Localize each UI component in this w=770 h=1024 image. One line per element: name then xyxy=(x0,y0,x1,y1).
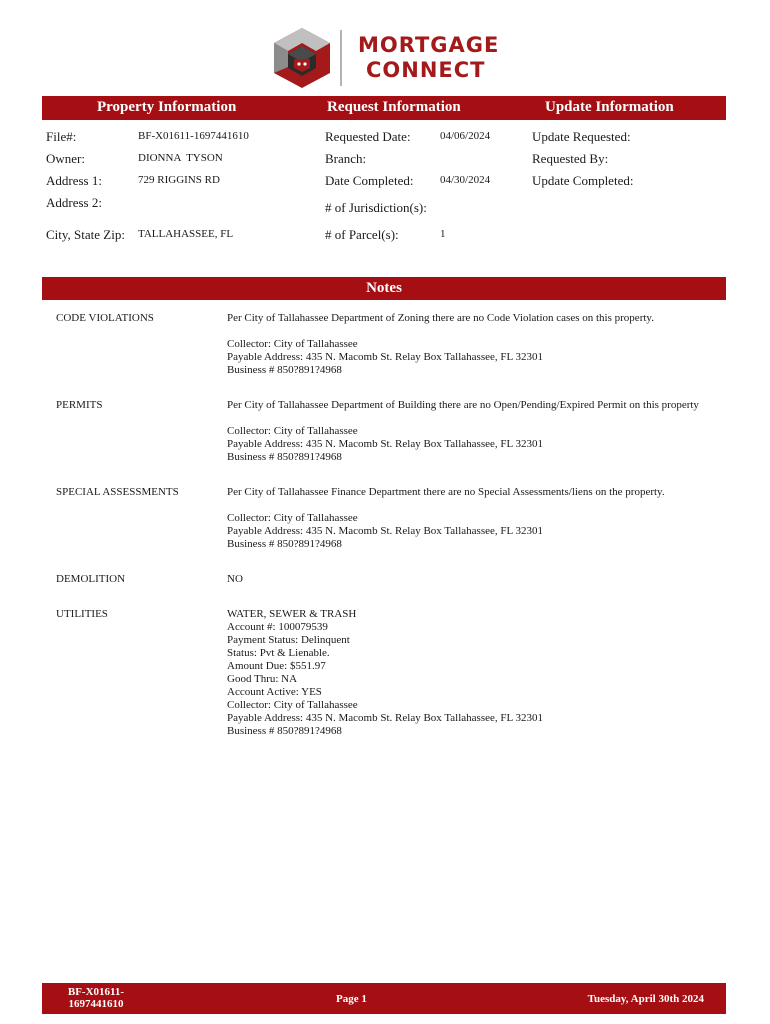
note-title-code-violations: CODE VIOLATIONS xyxy=(56,312,154,324)
note-line: Good Thru: NA xyxy=(227,673,298,685)
logo-divider xyxy=(340,30,342,86)
owner-label: Owner: xyxy=(46,151,85,166)
note-line: Payable Address: 435 N. Macomb St. Relay Box Tallahassee, FL 32301 xyxy=(227,351,544,363)
footer-file-number xyxy=(42,986,150,1010)
note-line: Business # 850?891?4968 xyxy=(227,364,342,376)
date-completed-value: 04/30/2024 xyxy=(440,174,491,186)
city-state-zip-label: City, State Zip: xyxy=(46,227,125,242)
footer-file-line2: 1697441610 xyxy=(68,998,124,1010)
note-line: Account #: 100079539 xyxy=(227,621,328,633)
update-completed-label: Update Completed: xyxy=(532,173,634,188)
owner-value: DIONNA TYSON xyxy=(138,152,223,164)
parcel-count-value: 1 xyxy=(440,228,446,240)
parcel-count-label: # of Parcel(s): xyxy=(325,227,399,242)
requested-date-value: 04/06/2024 xyxy=(440,130,491,142)
logo-text-mortgage: MORTGAGE xyxy=(358,33,500,57)
footer-file-line1: BF-X01611- xyxy=(67,986,125,998)
note-line: Amount Due: $551.97 xyxy=(227,660,326,672)
note-line-spacer xyxy=(227,499,665,512)
requested-by-label: Requested By: xyxy=(532,151,609,166)
logo-text-connect: CONNECT xyxy=(366,58,486,82)
note-body-permits xyxy=(227,399,699,464)
note-line: Per City of Tallahassee Finance Department there are no Special Assessments/liens on the property. xyxy=(227,486,665,498)
note-line: Collector: City of Tallahassee xyxy=(227,338,358,350)
note-line: Business # 850?891?4968 xyxy=(227,451,342,463)
note-line: Payable Address: 435 N. Macomb St. Relay Box Tallahassee, FL 32301 xyxy=(227,712,544,724)
file-label: File#: xyxy=(46,129,77,144)
file-value: BF-X01611-1697441610 xyxy=(138,130,249,142)
note-body-utilities xyxy=(227,608,543,738)
note-line: Account Active: YES xyxy=(227,686,322,698)
date-completed-label: Date Completed: xyxy=(325,173,414,188)
note-body-demolition xyxy=(227,573,243,586)
note-line: Business # 850?891?4968 xyxy=(227,725,342,737)
property-info-heading: Property Information xyxy=(97,99,237,115)
note-line: Collector: City of Tallahassee xyxy=(227,512,358,524)
page-footer xyxy=(42,983,726,1014)
note-line-spacer xyxy=(227,412,699,425)
footer-page-number: Page 1 xyxy=(336,993,367,1005)
note-body-code-violations xyxy=(227,312,654,377)
company-logo xyxy=(270,26,520,90)
logo-cube-icon xyxy=(270,26,334,90)
note-line: Collector: City of Tallahassee xyxy=(227,699,358,711)
branch-label: Branch: xyxy=(325,151,367,166)
address1-value: 729 RIGGINS RD xyxy=(138,174,220,186)
city-state-zip-value: TALLAHASSEE, FL xyxy=(138,228,234,240)
note-title-permits: PERMITS xyxy=(56,399,103,411)
note-line: Status: Pvt & Lienable. xyxy=(227,647,330,659)
note-line: WATER, SEWER & TRASH xyxy=(227,608,357,620)
note-line-spacer xyxy=(227,325,654,338)
note-line: Collector: City of Tallahassee xyxy=(227,425,358,437)
update-requested-label: Update Requested: xyxy=(532,129,631,144)
note-title-utilities: UTILITIES xyxy=(56,608,108,620)
note-body-special-assessments xyxy=(227,486,665,551)
note-line: Payable Address: 435 N. Macomb St. Relay Box Tallahassee, FL 32301 xyxy=(227,438,544,450)
footer-date: Tuesday, April 30th 2024 xyxy=(587,993,704,1005)
note-line: Per City of Tallahassee Department of Zoning there are no Code Violation cases on this property. xyxy=(227,312,654,324)
address2-label: Address 2: xyxy=(46,195,102,210)
note-title-demolition: DEMOLITION xyxy=(56,573,126,585)
section-header-bar xyxy=(42,96,726,120)
note-title-special-assessments: SPECIAL ASSESSMENTS xyxy=(56,486,179,498)
note-line: Payment Status: Delinquent xyxy=(227,634,350,646)
request-info-heading: Request Information xyxy=(327,99,461,115)
requested-date-label: Requested Date: xyxy=(325,129,411,144)
note-line: Per City of Tallahassee Department of Building there are no Open/Pending/Expired Permit on this property xyxy=(227,399,699,411)
note-line: Business # 850?891?4968 xyxy=(227,538,342,550)
address1-label: Address 1: xyxy=(46,173,102,188)
note-line: NO xyxy=(227,573,243,585)
jurisdiction-count-label: # of Jurisdiction(s): xyxy=(325,200,427,215)
update-info-heading: Update Information xyxy=(545,99,674,115)
note-line: Payable Address: 435 N. Macomb St. Relay Box Tallahassee, FL 32301 xyxy=(227,525,544,537)
notes-header: Notes xyxy=(42,277,726,300)
